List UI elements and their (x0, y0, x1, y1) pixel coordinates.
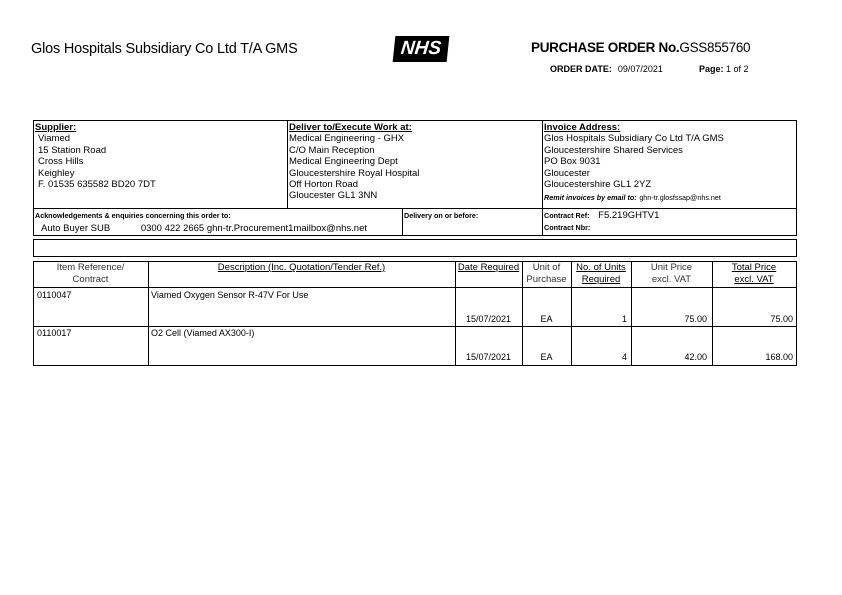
po-number: GSS855760 (679, 40, 751, 55)
item-qty: 1 (621, 314, 627, 324)
supplier-line: 15 Station Road (38, 144, 107, 156)
item-total: 75.00 (770, 314, 793, 324)
page-value: 1 of 2 (726, 64, 749, 74)
col-header-unit: Unit of Purchase (526, 262, 567, 285)
col-header-date-required: Date Required (457, 262, 520, 273)
delivery-label: Delivery on or before: (404, 211, 479, 220)
col-header-item-ref: Item Reference/ Contract (56, 262, 125, 285)
blank-row (33, 239, 797, 257)
item-date: 15/07/2021 (465, 352, 512, 362)
invoice-line: Glos Hospitals Subsidiary Co Ltd T/A GMS (544, 133, 724, 145)
page-indicator (699, 64, 749, 74)
deliver-line: C/O Main Reception (289, 144, 375, 156)
company-name: Glos Hospitals Subsidiary Co Ltd T/A GMS (31, 41, 298, 57)
col-header-description: Description (Inc. Quotation/Tender Ref.) (217, 262, 386, 273)
item-price: 42.00 (684, 352, 707, 362)
supplier-line: Cross Hills (38, 156, 84, 168)
ack-contact-line (35, 223, 367, 234)
invoice-line: Gloucester (544, 167, 590, 179)
item-date: 15/07/2021 (465, 314, 512, 324)
deliver-line: Off Horton Road (289, 179, 359, 191)
remit-line (544, 192, 724, 203)
delivery-block (404, 210, 478, 221)
remit-email: ghn-tr.glosfssap@nhs.net (639, 193, 721, 203)
buyer-contact: 0300 422 2665 ghn-tr.Procurement1mailbox@nhs.net (140, 223, 367, 235)
order-date (550, 64, 663, 74)
order-date-value: 09/07/2021 (617, 64, 663, 74)
col-header-units-required: No. of Units Required (576, 262, 626, 285)
item-qty: 4 (621, 352, 627, 362)
contract-block (544, 210, 659, 234)
deliver-line: Gloucester GL1 3NN (289, 190, 378, 202)
item-ref: 0110047 (37, 290, 72, 300)
col-header-unit-price: Unit Price excl. VAT (650, 262, 693, 285)
ack-block (35, 210, 367, 235)
item-unit: EA (540, 314, 553, 324)
invoice-line: PO Box 9031 (544, 156, 601, 168)
deliver-line: Medical Engineering Dept (289, 156, 398, 168)
supplier-line: F. 01535 635582 BD20 7DT (38, 179, 156, 191)
contract-ref-label: Contract Ref: (544, 211, 590, 220)
invoice-block (544, 122, 724, 204)
deliver-line: Gloucestershire Royal Hospital (289, 167, 420, 179)
contract-nbr-label: Contract Nbr: (544, 223, 591, 233)
invoice-line: Gloucestershire GL1 2YZ (544, 179, 652, 191)
invoice-line: Gloucestershire Shared Services (544, 144, 683, 156)
order-date-label: ORDER DATE: (550, 64, 612, 74)
items-table (33, 261, 797, 366)
supplier-line: Keighley (38, 167, 75, 179)
address-box (33, 120, 797, 236)
item-unit: EA (540, 352, 553, 362)
po-title (531, 40, 750, 55)
invoice-heading: Invoice Address: (544, 122, 621, 133)
contract-ref: F5.219GHTV1 (598, 210, 660, 221)
deliver-heading: Deliver to/Execute Work at: (289, 122, 412, 133)
remit-label: Remit invoices by email to: (544, 193, 637, 203)
deliver-block (289, 122, 419, 202)
page-label: Page: (699, 64, 724, 74)
ack-label: Acknowledgements & enquiries concerning this order to: (35, 211, 231, 220)
col-header-total-price: Total Price excl. VAT (731, 262, 777, 285)
deliver-line: Medical Engineering - GHX (289, 133, 405, 145)
buyer-name: Auto Buyer SUB (41, 223, 111, 235)
supplier-line: Viamed (38, 133, 71, 145)
item-total: 168.00 (765, 352, 793, 362)
po-title-label: PURCHASE ORDER No. (531, 40, 680, 55)
item-ref: 0110017 (37, 328, 72, 338)
item-price: 75.00 (684, 314, 707, 324)
nhs-logo: NHS (393, 36, 450, 62)
item-description: Viamed Oxygen Sensor R-47V For Use (151, 290, 309, 300)
item-description: O2 Cell (Viamed AX300-I) (151, 328, 255, 338)
supplier-heading: Supplier: (35, 122, 77, 133)
supplier-block (35, 122, 156, 190)
